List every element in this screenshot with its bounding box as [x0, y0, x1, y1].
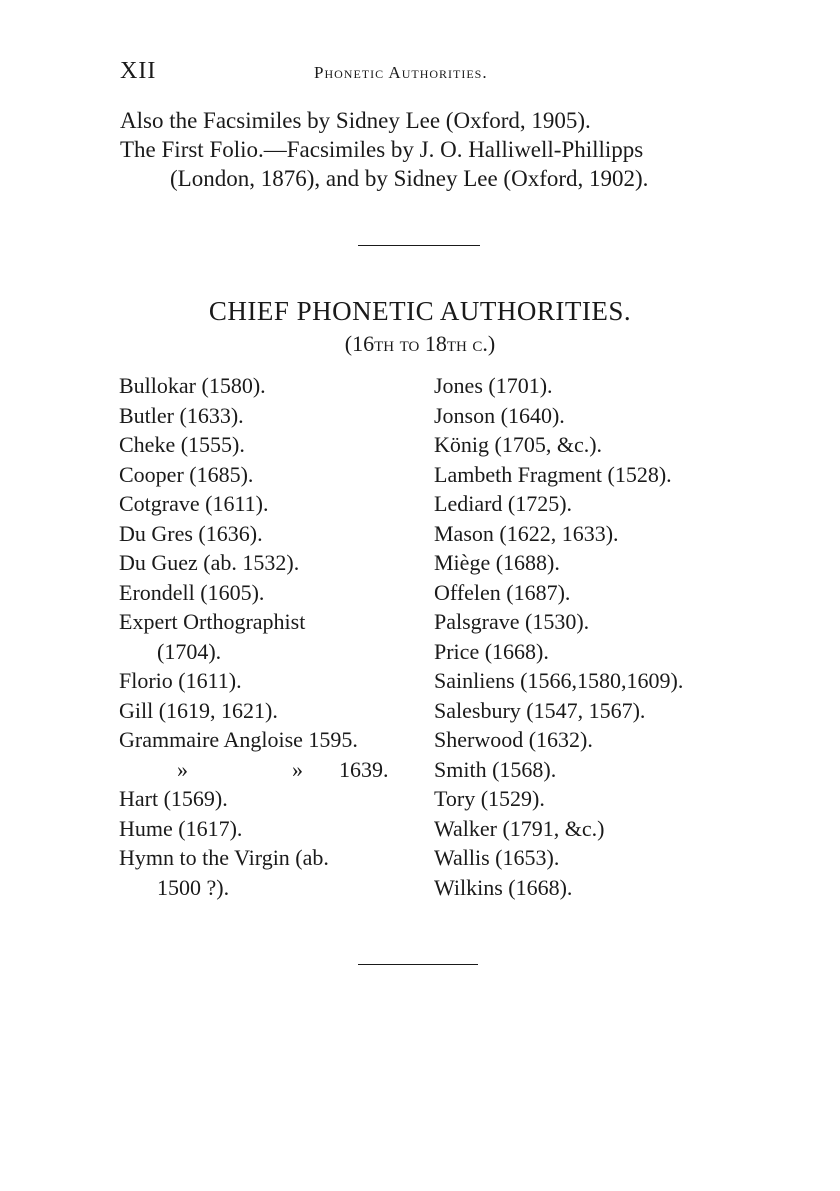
list-item: Offelen (1687). [434, 579, 571, 605]
list-item: Price (1668). [434, 638, 549, 664]
ditto-mark-2: » [292, 756, 303, 782]
intro-line-1: Also the Facsimiles by Sidney Lee (Oxford, 1905). [120, 108, 591, 133]
list-item: Jones (1701). [434, 373, 553, 398]
section-divider-top [358, 245, 480, 246]
list-item-continuation: 1500 ?). [157, 874, 230, 900]
list-item: Jonson (1640). [434, 402, 565, 428]
list-item: Salesbury (1547, 1567). [434, 697, 646, 723]
list-item: Hume (1617). [119, 815, 243, 841]
authorities-list-left [119, 371, 419, 902]
list-item: Palsgrave (1530). [434, 609, 590, 634]
section-divider-bottom [358, 964, 478, 965]
running-title: Phonetic Authorities. [314, 63, 488, 82]
list-item: König (1705, &c.). [434, 432, 603, 457]
list-item: Grammaire Angloise 1595. [119, 727, 358, 752]
list-item: Cooper (1685). [119, 461, 254, 487]
list-item: Du Gres (1636). [119, 520, 263, 546]
section-subtitle [0, 331, 840, 357]
list-item: Mason (1622, 1633). [434, 520, 619, 546]
list-item: Wilkins (1668). [434, 874, 573, 900]
list-item: Miège (1688). [434, 550, 560, 575]
subtitle-mid: 18 [419, 331, 447, 356]
intro-line-2: The First Folio.—Facsimiles by J. O. Halliwell-Phillipps [120, 137, 644, 162]
list-item: Erondell (1605). [119, 579, 265, 605]
ditto-mark-1: » [177, 756, 188, 782]
list-item: Sherwood (1632). [434, 727, 593, 752]
list-item: Lambeth Fragment (1528). [434, 461, 672, 487]
list-item: Butler (1633). [119, 402, 244, 428]
subtitle-th-2: th c. [446, 331, 488, 356]
page-number: XII [120, 58, 157, 84]
list-item: Walker (1791, &c.) [434, 815, 605, 841]
intro-line-3: (London, 1876), and by Sidney Lee (Oxford, 1902). [170, 166, 649, 191]
running-head [120, 58, 720, 90]
intro-paragraph [120, 106, 740, 193]
list-item: Hart (1569). [119, 786, 228, 811]
list-item: Cheke (1555). [119, 432, 245, 457]
list-item: Bullokar (1580). [119, 373, 266, 398]
list-item: Sainliens (1566,1580,1609). [434, 668, 684, 693]
subtitle-close: ) [487, 331, 496, 356]
subtitle-th-1: th to [374, 331, 420, 356]
list-item: Cotgrave (1611). [119, 491, 269, 516]
list-item: Tory (1529). [434, 786, 545, 811]
list-item: Expert Orthographist [119, 609, 306, 634]
section-title: CHIEF PHONETIC AUTHORITIES. [208, 296, 632, 326]
subtitle-open: (16 [344, 331, 375, 356]
list-item: Smith (1568). [434, 756, 557, 782]
authorities-list-right [434, 371, 734, 902]
list-item: Du Guez (ab. 1532). [119, 550, 300, 575]
list-item: Lediard (1725). [434, 491, 573, 516]
ditto-entry [119, 755, 419, 785]
list-item-continuation: (1704). [157, 638, 222, 664]
list-item: Wallis (1653). [434, 845, 560, 870]
list-item: Hymn to the Virgin (ab. [119, 845, 329, 870]
list-item: Gill (1619, 1621). [119, 697, 278, 723]
list-item: Florio (1611). [119, 668, 242, 693]
ditto-year: 1639. [339, 756, 389, 782]
